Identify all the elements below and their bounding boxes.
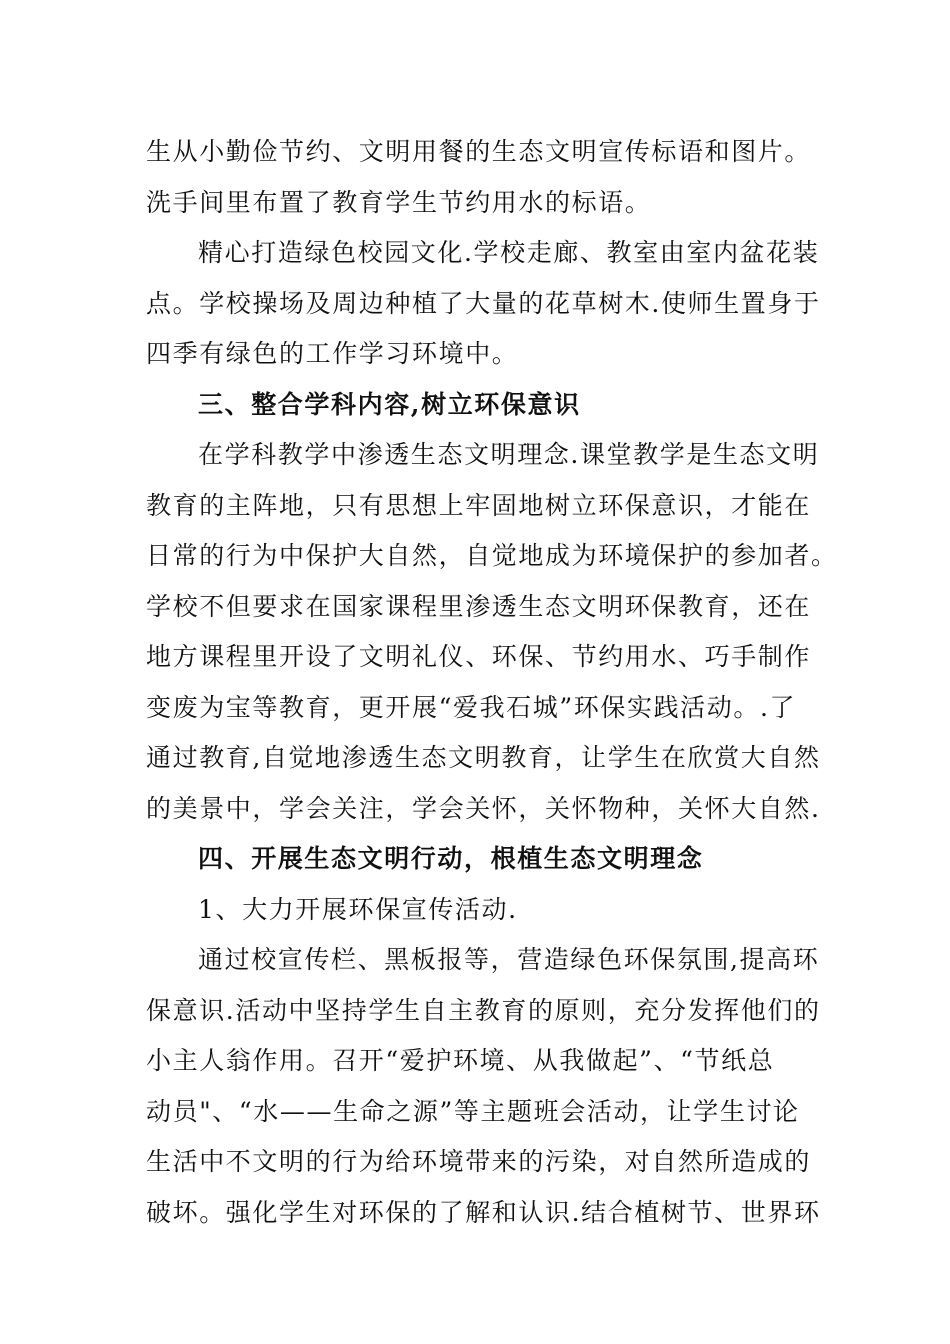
section-heading-4: 四、开展生态文明行动，根植生态文明理念: [198, 844, 704, 873]
body-line: 学校不但要求在国家课程里渗透生态文明环保教育，还在: [146, 591, 812, 621]
body-line: 点。学校操场及周边种植了大量的花草树木.使师生置身于: [146, 288, 821, 318]
body-line: 破坏。强化学生对环保的了解和认识.结合植树节、世界环: [146, 1197, 821, 1227]
paragraph-start-line: 精心打造绿色校园文化.学校走廊、教室由室内盆花装: [198, 238, 820, 267]
body-line: 生活中不文明的行为给环境带来的污染，对自然所造成的: [146, 1147, 812, 1176]
body-line: 生从小勤俭节约、文明用餐的生态文明宣传标语和图片。: [146, 137, 812, 166]
document-body: [146, 127, 838, 1238]
subsection-heading: 1、大力开展环保宣传活动.: [198, 894, 518, 924]
body-line: 教育的主阵地，只有思想上牢固地树立环保意识，才能在: [146, 490, 812, 520]
body-line: 洗手间里布置了教育学生节约用水的标语。: [146, 187, 652, 217]
body-line: 保意识.活动中坚持学生自主教育的原则，充分发挥他们的: [146, 995, 821, 1025]
paragraph-start-line: 通过校宣传栏、黑板报等，营造绿色环保氛围,提高环: [198, 945, 820, 974]
body-line: 的美景中，学会关注，学会关怀，关怀物种，关怀大自然.: [146, 793, 821, 823]
body-line: 四季有绿色的工作学习环境中。: [146, 339, 519, 368]
body-line: 通过教育,自觉地渗透生态文明教育，让学生在欣赏大自然: [146, 743, 821, 772]
body-line: 日常的行为中保护大自然，自觉地成为环境保护的参加者。: [146, 541, 838, 570]
body-line: 变废为宝等教育，更开展“爱我石城”环保实践活动。.了: [146, 692, 797, 722]
section-heading-3: 三、整合学科内容,树立环保意识: [198, 389, 581, 419]
body-line: 小主人翁作用。召开“爱护环境、从我做起”、“节纸总: [146, 1046, 775, 1075]
body-line: 地方课程里开设了文明礼仪、环保、节约用水、巧手制作: [146, 642, 812, 671]
body-line: 动员"、“水——生命之源”等主题班会活动，让学生讨论: [146, 1096, 800, 1126]
paragraph-start-line: 在学科教学中渗透生态文明理念.课堂教学是生态文明: [198, 440, 820, 469]
